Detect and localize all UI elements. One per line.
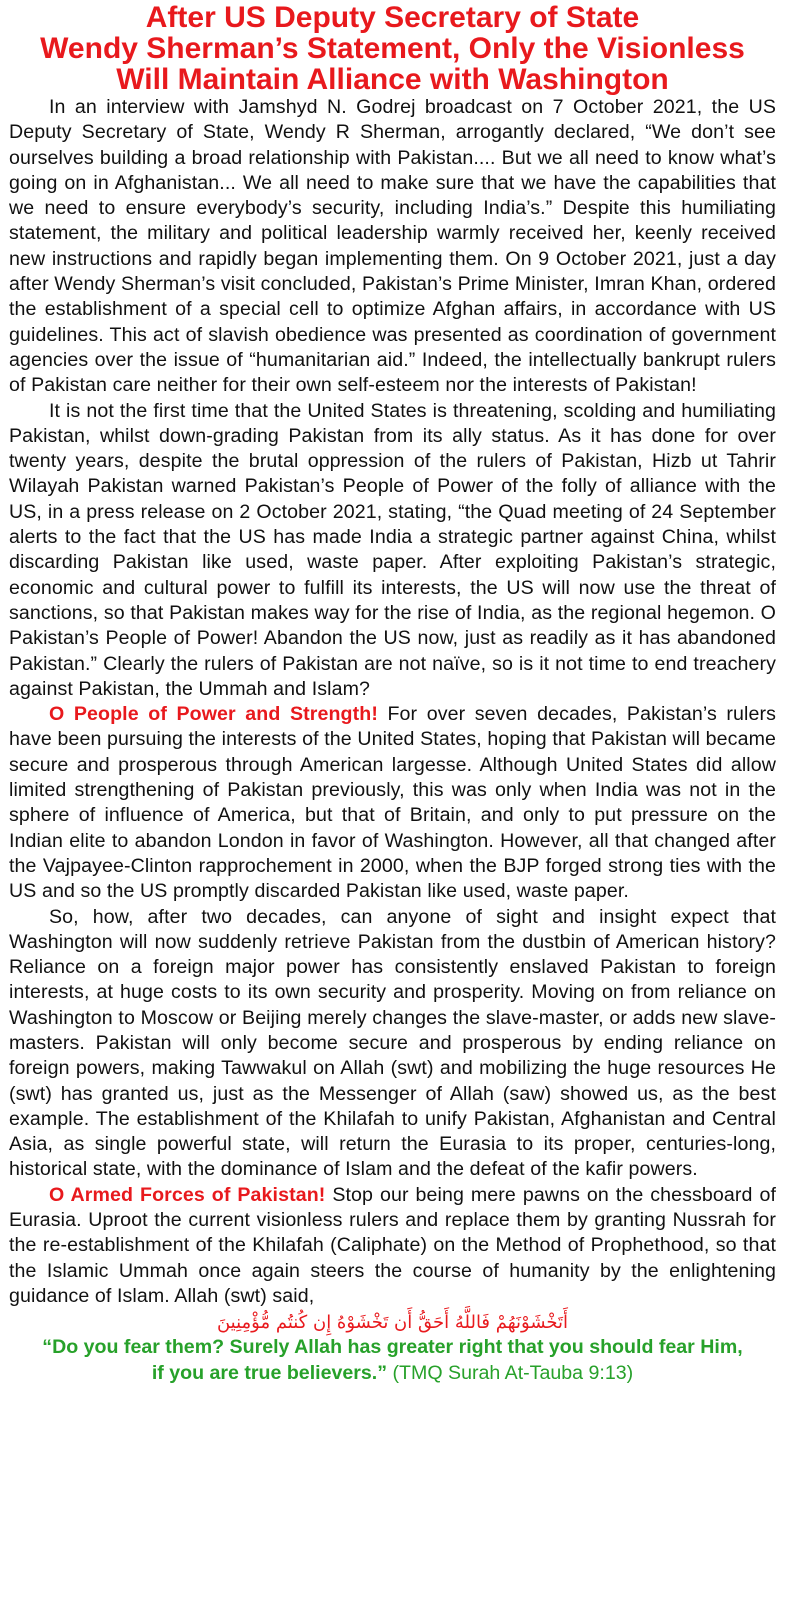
paragraph-3-lead: O People of Power and Strength! — [49, 703, 378, 726]
quote-line-1: “Do you fear them? Surely Allah has greater right that you should fear Him, — [42, 1336, 743, 1359]
paragraph-2 — [9, 399, 776, 703]
paragraph-5-lead: O Armed Forces of Pakistan! — [49, 1183, 326, 1206]
title-line-2: Wendy Sherman’s Statement, Only the Visionless — [40, 32, 745, 65]
paragraph-5-text: Stop our being mere pawns on the chessboard of Eurasia. Uproot the current visionless rulers and replace them by granting Nussrah for the re-establishment of the Khilafah (Caliphate) on the Method of Prophethood, so that the Islamic Ummah once again steers the course of humanity by the enlightening guidance of Islam. Allah (swt) said, — [9, 1183, 777, 1307]
paragraph-1-text: In an interview with Jamshyd N. Godrej broadcast on 7 October 2021, the US Deputy Secretary of State, Wendy R Sherman, arrogantly declared, “We don’t see ourselves building a broad relationship with Pakistan.... But we all need to know what’s going on in Afghanistan... We all need to make sure that we have the capabilities that we need to ensure everybody’s security, including India’s.” Despite this humiliating statement, the military and political leadership warmly received her, keenly received new instructions and rapidly began implementing them. On 9 October 2021, just a day after Wendy Sherman’s visit concluded, Pakistan’s Prime Minister, Imran Khan, ordered the establishment of a special cell to optimize Afghan affairs, in accordance with US guidelines. This act of slavish obedience was presented as coordination of government agencies over the issue of “humanitarian aid.” Indeed, the intellectually bankrupt rulers of Pakistan care neither for their own self-esteem nor the interests of Pakistan! — [9, 96, 776, 397]
quote-line-2: if you are true believers.” — [151, 1361, 388, 1384]
paragraph-3-text: For over seven decades, Pakistan’s rulers have been pursuing the interests of the United States, hoping that Pakistan will became secure and prosperous through American largesse. Although United States did allow limited strengthening of Pakistan previously, this was only when India was not in the sphere of influence of America, but that of Britain, and only to put pressure on the Indian elite to abandon London in favor of Washington. However, all that changed after the Vajpayee-Clinton rapprochement in 2000, when the BJP forged strong ties with the US and so the US promptly discarded Pakistan like used, waste paper. — [9, 703, 776, 903]
paragraph-3 — [9, 702, 776, 904]
paragraph-4 — [9, 905, 776, 1183]
paragraph-4-text: So, how, after two decades, can anyone of sight and insight expect that Washington will now suddenly retrieve Pakistan from the dustbin of American history? Reliance on a foreign major power has consistently enslaved Pakistan to foreign interests, at huge costs to its own security and prosperity. Moving on from reliance on Washington to Moscow or Beijing merely changes the slave-master, or adds new slave-masters. Pakistan will only become secure and prosperous by ending reliance on foreign powers, making Tawwakul on Allah (swt) and mobilizing the huge resources He (swt) has granted us, just as the Messenger of Allah (saw) showed us, as the best example. The establishment of the Khilafah to unify Pakistan, Afghanistan and Central Asia, as single powerful state, will return the Eurasia to its proper, centuries-long, historical state, with the dominance of Islam and the defeat of the kafir powers. — [9, 905, 776, 1181]
arabic-verse: أَتَخْشَوْنَهُمْ فَاللَّهُ أَحَقُّ أَن تَخْشَوْهُ إِن كُنتُم مُّؤْمِنِينَ — [216, 1312, 569, 1334]
paragraph-2-text: It is not the first time that the United States is threatening, scolding and humiliating Pakistan, whilst down-grading Pakistan from its ally status. As it has done for over twenty years, despite the brutal oppression of the rulers of Pakistan, Hizb ut Tahrir Wilayah Pakistan warned Pakistan’s People of Power of the folly of alliance with the US, in a press release on 2 October 2021, stating, “the Quad meeting of 24 September alerts to the fact that the US has made India a strategic partner against China, whilst discarding Pakistan like used, waste paper. After exploiting Pakistan’s strategic, economic and cultural power to fulfill its interests, the US will now use the threat of sanctions, so that Pakistan makes way for the rise of India, as the regional hegemon. O Pakistan’s People of Power! Abandon the US now, just as readily as it has abandoned Pakistan.” Clearly the rulers of Pakistan are not naïve, so is it not time to end treachery against Pakistan, the Ummah and Islam? — [9, 399, 776, 700]
paragraph-1 — [9, 95, 776, 399]
paragraph-5 — [9, 1183, 776, 1309]
quote-line-2-wrap — [9, 1361, 776, 1387]
quote-reference: (TMQ Surah At-Tauba 9:13) — [392, 1361, 634, 1384]
verse-translation — [9, 1335, 776, 1386]
article-title — [9, 2, 776, 95]
title-line-1: After US Deputy Secretary of State — [145, 1, 640, 34]
title-line-3: Will Maintain Alliance with Washington — [116, 63, 669, 96]
